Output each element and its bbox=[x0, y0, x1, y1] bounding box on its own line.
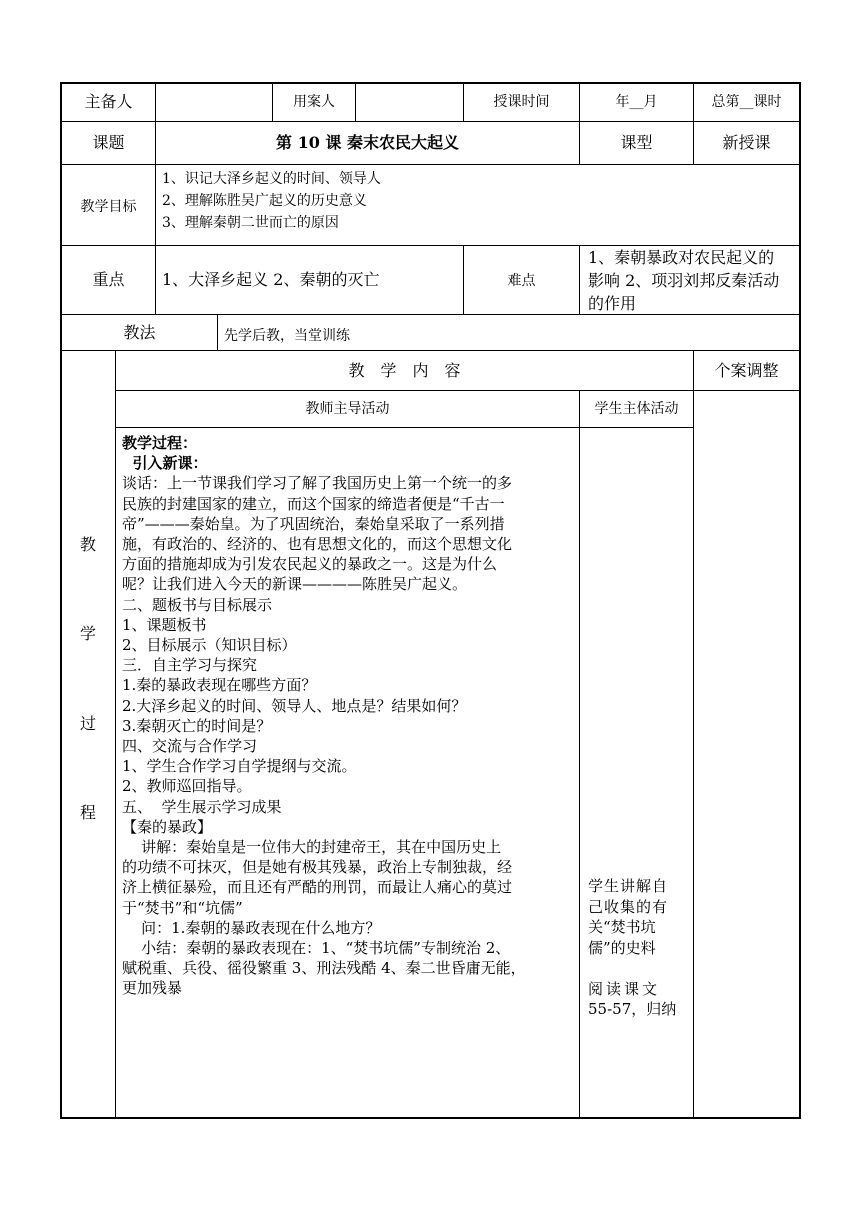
table-border-bottom bbox=[60, 1117, 801, 1119]
row-rule bbox=[115, 390, 801, 391]
teacher-line: 小结：秦朝的暴政表现在：1、“焚书坑儒”专制统治 2、 bbox=[122, 939, 511, 958]
row-rule bbox=[60, 245, 801, 246]
lesson-type-label: 课型 bbox=[620, 133, 653, 152]
teacher-line: 引入新课： bbox=[122, 454, 208, 473]
process-side-char: 过 bbox=[80, 714, 97, 733]
teacher-activity-body bbox=[122, 433, 577, 999]
difficult-points-line: 的作用 bbox=[588, 294, 637, 313]
content-header: 教 学 内 容 bbox=[348, 361, 461, 380]
student-line: 己收集的有 bbox=[588, 897, 669, 916]
row-rule bbox=[60, 121, 801, 122]
teacher-line: 方面的措施却成为引发农民起义的暴政之一。这是为什么 bbox=[122, 555, 498, 574]
col-rule bbox=[579, 245, 580, 314]
teacher-line: 五、 学生展示学习成果 bbox=[122, 797, 282, 816]
col-rule bbox=[115, 350, 116, 1119]
teacher-line: 济上横征暴殓，而且还有严酷的刑罚，而最让人痛心的莫过 bbox=[122, 878, 513, 897]
teacher-line: 的功绩不可抹灭，但是她有极其残暴，政治上专制独裁，经 bbox=[122, 858, 513, 877]
key-points-value: 1、大泽乡起义 2、秦朝的灭亡 bbox=[162, 270, 380, 289]
user-field[interactable] bbox=[357, 84, 462, 120]
key-points-label: 重点 bbox=[92, 270, 125, 289]
difficult-points-line: 1、秦朝暴政对农民起义的 bbox=[588, 248, 775, 267]
process-side-char: 教 bbox=[80, 535, 97, 554]
col-rule bbox=[693, 350, 694, 1119]
teacher-line: 施，有政治的、经济的、也有思想文化的，而这个思想文化 bbox=[122, 535, 513, 554]
teacher-line: 【秦的暴政】 bbox=[122, 817, 213, 836]
row-rule bbox=[60, 164, 801, 165]
student-line: 55-57，归纳 bbox=[588, 1000, 677, 1018]
teacher-line: 三．自主学习与探究 bbox=[122, 656, 258, 675]
topic-title: 第 10 课 秦末农民大起义 bbox=[276, 133, 459, 152]
teacher-line: 问：1.秦朝的暴政表现在什么地方？ bbox=[122, 918, 381, 937]
method-label: 教法 bbox=[123, 323, 156, 342]
teacher-line: 民族的封建国家的建立，而这个国家的缔造者便是“千古一 bbox=[122, 494, 505, 513]
teacher-line: 赋税重、兵役、徭役繁重 3、刑法残酷 4、秦二世昏庸无能， bbox=[122, 959, 526, 978]
col-rule bbox=[155, 245, 156, 314]
student-activity-body bbox=[588, 876, 691, 1020]
row-rule bbox=[115, 427, 693, 428]
teacher-line: 四、交流与合作学习 bbox=[122, 737, 258, 756]
teacher-line: 1、学生合作学习自学提纲与交流。 bbox=[122, 757, 357, 776]
teaching-time-label: 授课时间 bbox=[493, 94, 550, 110]
teacher-line: 于“焚书”和“坑儒” bbox=[122, 898, 243, 917]
teacher-line: 谈话：上一节课我们学习了解了我国历史上第一个统一的多 bbox=[122, 474, 513, 493]
objectives-label: 教学目标 bbox=[80, 199, 137, 215]
student-line bbox=[588, 958, 691, 979]
process-side-char: 程 bbox=[80, 803, 97, 822]
objective-item: 1、识记大泽乡起义的时间、领导人 bbox=[162, 171, 381, 187]
teacher-line: 2.大泽乡起义的时间、领导人、地点是？结果如何？ bbox=[122, 696, 467, 715]
teacher-line: 3.秦朝灭亡的时间是？ bbox=[122, 716, 272, 735]
process-side-char: 学 bbox=[80, 624, 97, 643]
row-rule bbox=[60, 314, 801, 315]
student-line: 学生讲解自 bbox=[588, 877, 669, 895]
col-rule bbox=[155, 82, 156, 164]
lesson-number-field[interactable]: 总第__课时 bbox=[711, 94, 782, 110]
difficult-points-label: 难点 bbox=[507, 273, 536, 289]
topic-label: 课题 bbox=[92, 133, 125, 152]
preparer-label: 主备人 bbox=[84, 92, 133, 111]
student-line: 儒”的史料 bbox=[588, 938, 656, 957]
teacher-line: 二、题板书与目标展示 bbox=[122, 595, 273, 614]
teacher-line: 教学过程： bbox=[122, 434, 198, 452]
col-rule bbox=[355, 82, 356, 121]
teacher-line: 呢？让我们进入今天的新课————陈胜吴广起义。 bbox=[122, 575, 468, 594]
student-activity-header: 学生主体活动 bbox=[594, 401, 679, 417]
adjust-header: 个案调整 bbox=[714, 361, 779, 380]
teacher-line: 1.秦的暴政表现在哪些方面？ bbox=[122, 676, 317, 695]
col-rule bbox=[579, 390, 580, 1119]
row-rule bbox=[60, 350, 801, 351]
objective-item: 2、理解陈胜吴广起义的历史意义 bbox=[162, 193, 367, 209]
method-value: 先学后教，当堂训练 bbox=[224, 328, 350, 344]
student-line: 阅读课文 bbox=[588, 979, 661, 998]
col-rule bbox=[217, 314, 218, 350]
objective-item: 3、理解秦朝二世而亡的原因 bbox=[162, 215, 339, 231]
table-border-right bbox=[799, 82, 801, 1119]
teacher-line: 1、课题板书 bbox=[122, 615, 207, 634]
preparer-field[interactable] bbox=[157, 84, 271, 120]
teacher-activity-header: 教师主导活动 bbox=[305, 401, 390, 417]
teacher-line: 更加残暴 bbox=[122, 979, 183, 998]
student-line: 关“焚书坑 bbox=[588, 918, 656, 936]
table-border-left bbox=[60, 82, 62, 1119]
user-label: 用案人 bbox=[293, 94, 335, 110]
lesson-type-value: 新授课 bbox=[722, 133, 771, 152]
teacher-line: 2、教师巡回指导。 bbox=[122, 777, 252, 796]
teacher-line: 帝”———秦始皇。为了巩固统治，秦始皇采取了一系列措 bbox=[122, 514, 505, 533]
teacher-line: 讲解：秦始皇是一位伟大的封建帝王，其在中国历史上 bbox=[122, 838, 502, 857]
col-rule bbox=[155, 164, 156, 245]
date-field[interactable]: 年__月 bbox=[615, 94, 658, 110]
teacher-line: 2、目标展示（知识目标） bbox=[122, 636, 297, 655]
difficult-points-line: 影响 2、项羽刘邦反秦活动 bbox=[588, 271, 780, 290]
